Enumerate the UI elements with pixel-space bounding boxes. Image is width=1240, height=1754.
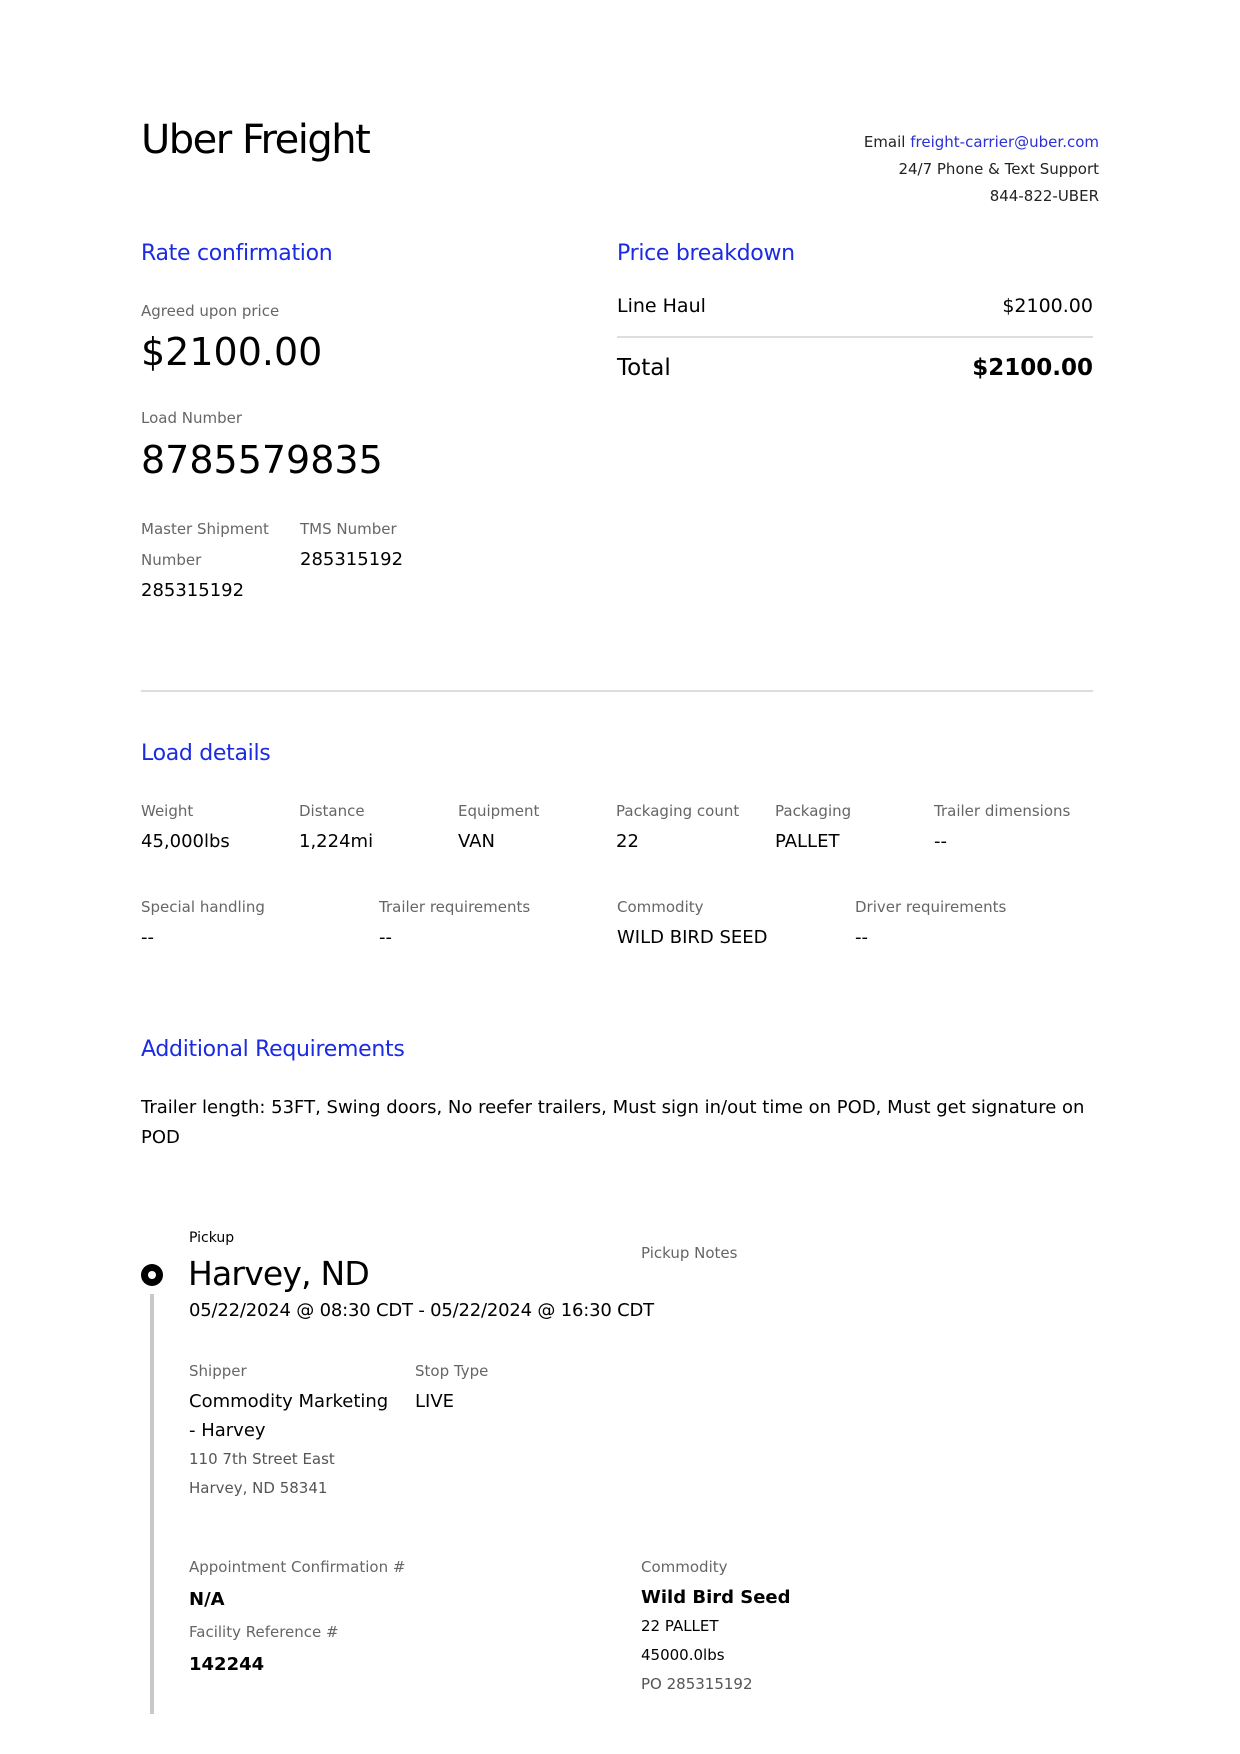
shipper-address-line-1: 110 7th Street East: [189, 1450, 335, 1468]
appointment-label: Appointment Confirmation #: [189, 1558, 406, 1576]
line-haul-label: Line Haul: [617, 295, 706, 317]
contact-info: [864, 129, 1099, 210]
stop-type-label: Stop Type: [415, 1362, 489, 1380]
section-divider: [141, 690, 1093, 692]
load-detail-label: Packaging count: [616, 802, 740, 820]
line-haul-row: [617, 295, 1093, 317]
stop-type-field: [415, 1356, 488, 1416]
load-detail-trailer-requirements: [379, 892, 530, 952]
load-detail-driver-requirements: [855, 892, 1006, 952]
support-phone: 844-822-UBER: [989, 187, 1099, 205]
load-detail-special-handling: [141, 892, 265, 952]
total-row: [617, 355, 1093, 381]
pickup-commodity-weight: 45000.0lbs: [641, 1646, 725, 1664]
facility-reference-label: Facility Reference #: [189, 1623, 339, 1641]
pickup-commodity-count: 22 PALLET: [641, 1617, 719, 1635]
load-detail-packaging-count: [616, 796, 739, 856]
load-detail-label: Weight: [141, 802, 194, 820]
support-text: 24/7 Phone & Text Support: [898, 160, 1099, 178]
load-details-heading: Load details: [141, 741, 271, 766]
load-detail-packaging: [775, 796, 851, 856]
shipper-label: Shipper: [189, 1362, 247, 1380]
master-shipment-field: [141, 514, 281, 605]
tms-number-label: TMS Number: [300, 520, 397, 538]
additional-requirements-heading: Additional Requirements: [141, 1037, 405, 1062]
load-detail-value: --: [934, 831, 947, 852]
line-haul-value: $2100.00: [1002, 295, 1093, 317]
timeline-line: [150, 1294, 154, 1714]
master-shipment-value: 285315192: [141, 580, 245, 601]
facility-reference-value: 142244: [189, 1654, 265, 1675]
load-detail-weight: [141, 796, 230, 856]
rate-confirmation-heading: Rate confirmation: [141, 241, 333, 266]
load-detail-value: 22: [616, 831, 639, 852]
price-breakdown-heading: Price breakdown: [617, 241, 795, 266]
load-detail-commodity: [617, 892, 768, 952]
load-number-label: Load Number: [141, 409, 243, 427]
price-divider: [617, 336, 1093, 338]
appointment-value: N/A: [189, 1589, 225, 1610]
shipper-name-line-2: - Harvey: [189, 1420, 266, 1441]
load-detail-label: Trailer dimensions: [934, 802, 1071, 820]
agreed-price-value: $2100.00: [141, 330, 323, 374]
master-shipment-label: Master Shipment Number: [141, 520, 269, 569]
load-number-value: 8785579835: [141, 438, 383, 482]
load-detail-value: 45,000lbs: [141, 831, 230, 852]
pickup-type-label: Pickup: [189, 1230, 235, 1246]
pickup-commodity-name: Wild Bird Seed: [641, 1587, 791, 1608]
pickup-time-window: 05/22/2024 @ 08:30 CDT - 05/22/2024 @ 16:30 CDT: [189, 1300, 654, 1321]
pickup-stop-marker: [141, 1264, 163, 1286]
shipper-address-line-2: Harvey, ND 58341: [189, 1479, 328, 1497]
load-detail-value: VAN: [458, 831, 495, 852]
pickup-commodity-field: [641, 1552, 791, 1699]
pickup-commodity-label: Commodity: [641, 1558, 728, 1576]
appointment-field: [189, 1552, 405, 1682]
load-detail-value: --: [855, 927, 868, 948]
load-detail-label: Trailer requirements: [379, 898, 531, 916]
load-detail-label: Packaging: [775, 802, 852, 820]
shipper-name-line-1: Commodity Marketing: [189, 1391, 389, 1412]
load-detail-value: WILD BIRD SEED: [617, 927, 768, 948]
email-label: Email: [863, 133, 906, 151]
additional-requirements-text: Trailer length: 53FT, Swing doors, No reefer trailers, Must sign in/out time on POD, Must get signature on POD: [141, 1097, 1085, 1148]
tms-number-value: 285315192: [300, 549, 404, 570]
load-detail-value: 1,224mi: [299, 831, 374, 852]
load-detail-label: Equipment: [458, 802, 540, 820]
email-link[interactable]: freight-carrier@uber.com: [910, 133, 1099, 151]
load-detail-equipment: [458, 796, 539, 856]
tms-number-field: [300, 514, 403, 574]
agreed-price-label: Agreed upon price: [141, 302, 280, 320]
load-detail-label: Distance: [299, 802, 365, 820]
load-detail-label: Driver requirements: [855, 898, 1007, 916]
stop-type-value: LIVE: [415, 1391, 455, 1412]
shipper-field: [189, 1356, 404, 1503]
pickup-city: Harvey, ND: [188, 1254, 370, 1293]
total-label: Total: [617, 355, 671, 381]
load-detail-label: Commodity: [617, 898, 704, 916]
pickup-notes-label: Pickup Notes: [641, 1244, 738, 1262]
load-detail-label: Special handling: [141, 898, 265, 916]
load-detail-trailer-dimensions: [934, 796, 1070, 856]
load-detail-value: --: [379, 927, 392, 948]
load-detail-distance: [299, 796, 373, 856]
total-value: $2100.00: [972, 355, 1093, 381]
uber-freight-logo: Uber Freight: [141, 117, 370, 163]
load-detail-value: --: [141, 927, 154, 948]
pickup-commodity-po: PO 285315192: [641, 1675, 753, 1693]
load-detail-value: PALLET: [775, 831, 840, 852]
